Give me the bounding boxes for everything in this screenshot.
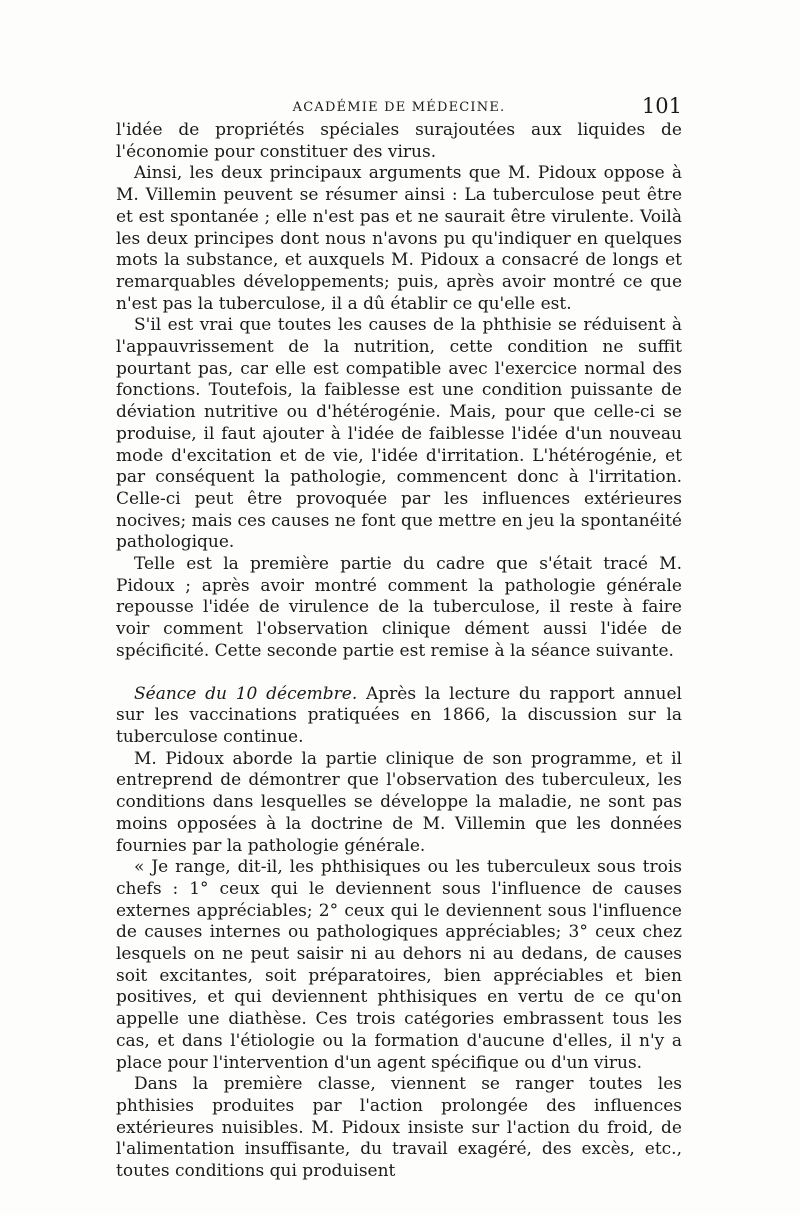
page-number: 101 [641,94,682,118]
paragraph-6: M. Pidoux aborde la partie clinique de son programme, et il entreprend de démontrer que l'observation des tuberculeux, les conditions dans lesquelles se développe la maladie, ne sont pas moins opposées à la doctrine de M. Villemin que les données fournies par la pathologie générale. [116,748,682,856]
paragraph-2: Ainsi, les deux principaux arguments que M. Pidoux oppose à M. Villemin peuvent se résumer ainsi : La tuberculose peut être et est spontanée ; elle n'est pas et ne saurait être virulente. Voilà les deux principes dont nous n'avons pu qu'indiquer en quelques mots la substance, et auxquels M. Pidoux a consacré de longs et remarquables développements; puis, après avoir montré ce que n'est pas la tuberculose, il a dû établir ce qu'elle est. [116,163,682,314]
paragraph-4: Telle est la première partie du cadre que s'était tracé M. Pidoux ; après avoir montré comment la pathologie générale repousse l'idée de virulence de la tuberculose, il reste à faire voir comment l'observation clinique dément aussi l'idée de spécificité. Cette seconde partie est remise à la séance suivante. [116,554,682,661]
paragraph-7: « Je range, dit-il, les phthisiques ou les tuberculeux sous trois chefs : 1° ceux qui le deviennent sous l'influence de causes externes appréciables; 2° ceux qui le deviennent sous l'influence de causes internes ou pathologiques appréciables; 3° ceux chez lesquels on ne peut saisir ni au dehors ni au dedans, de causes soit excitantes, soit préparatoires, bien appréciables et bien positives, et qui deviennent phthisiques en vertu de ce qu'on appelle une diathèse. Ces trois catégories embrassent tous les cas, et dans l'étiologie ou la formation d'aucune d'elles, il n'y a place pour l'intervention d'un agent spécifique ou d'un virus. [116,857,682,1073]
running-title: ACADÉMIE DE MÉDECINE. [292,100,506,115]
paragraph-3: S'il est vrai que toutes les causes de la phthisie se réduisent à l'appauvrissement de la nutrition, cette condition ne suffit pourtant pas, car elle est compatible avec l'exercice normal des fonctions. Toutefois, la faiblesse est une condition puissante de déviation nutritive ou d'hétérogénie. Mais, pour que celle-ci se produise, il faut ajouter à l'idée de faiblesse l'idée d'un nouveau mode d'excitation et de vie, l'idée d'irritation. L'hétérogénie, et par conséquent la pathologie, commencent donc à l'irritation. Celle-ci peut être provoquée par les influences extérieures nocives; mais ces causes ne font que mettre en jeu la spontanéité pathologique. [116,315,682,553]
paragraph-5 [116,684,682,749]
paragraph-1: l'idée de propriétés spéciales surajoutées aux liquides de l'économie pour constituer des virus. [116,120,682,162]
paragraph-5-text: Après la lecture du rapport annuel sur les vaccinations pratiquées en 1866, la discussion sur la tuberculose continue. [116,683,682,747]
session-date: Séance du 10 décembre. [134,683,358,704]
body-text [116,120,682,1183]
running-head [116,94,682,122]
paragraph-8: Dans la première classe, viennent se ranger toutes les phthisies produites par l'action prolongée des influences extérieures nuisibles. M. Pidoux insiste sur l'action du froid, de l'alimentation insuffisante, du travail exagéré, des excès, etc., toutes conditions qui produisent [116,1074,682,1182]
